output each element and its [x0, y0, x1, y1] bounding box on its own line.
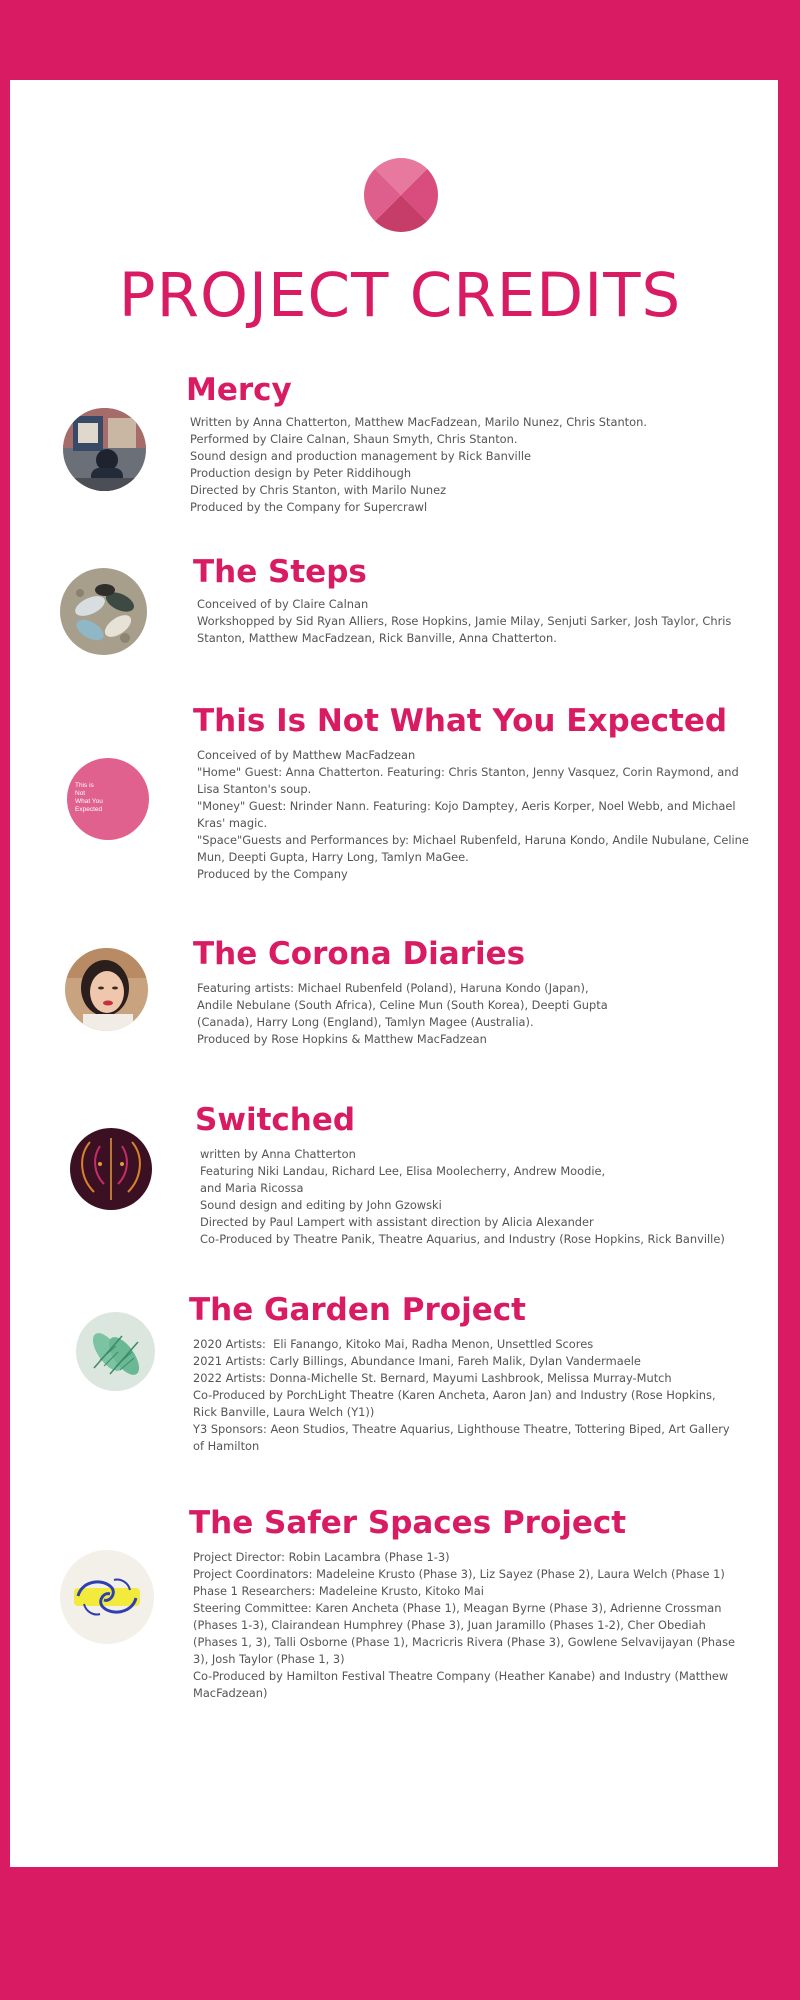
credit-line: Performed by Claire Calnan, Shaun Smyth, Chris Stanton.: [190, 432, 518, 446]
section-title-mercy: Mercy: [186, 372, 292, 408]
section-title-corona: The Corona Diaries: [193, 936, 526, 972]
credit-line: Sound design and production management by Rick Banville: [190, 449, 532, 463]
credit-line: Featuring Niki Landau, Richard Lee, Elisa Moolecherry, Andrew Moodie,: [200, 1164, 606, 1178]
credit-line: Project Coordinators: Madeleine Krusto (Phase 3), Liz Sayez (Phase 2), Laura Welch (Phase 1): [193, 1567, 725, 1581]
credit-line: Co-Produced by Theatre Panik, Theatre Aquarius, and Industry (Rose Hopkins, Rick Banville): [200, 1232, 725, 1246]
credit-line: Phase 1 Researchers: Madeleine Krusto, Kitoko Mai: [193, 1584, 484, 1598]
credit-line: Production design by Peter Riddihough: [190, 466, 412, 480]
section-credits-safer-spaces: [193, 1549, 753, 1702]
mercy-photo: [63, 408, 146, 491]
credit-line: Directed by Paul Lampert with assistant direction by Alicia Alexander: [200, 1215, 594, 1229]
credit-line: Steering Committee: Karen Ancheta (Phase 1), Meagan Byrne (Phase 3), Adrienne Crossman (Phases 1-3), Clairandean Humphrey (Phase 3), Juan Jaramillo (Phases 1-2), Cher Obediah (Phases 1, 3), Talli Osborne (Phase 1), Macricris Rivera (Phase 3), Gowlene Selvavijayan (Phase 3), Josh Taylor (Phase 1, 3): [193, 1601, 739, 1666]
graphic-caption: This is Not What You Expected: [75, 782, 103, 813]
credit-line: Project Director: Robin Lacambra (Phase 1-3): [193, 1550, 450, 1564]
credit-line: 2021 Artists: Carly Billings, Abundance Imani, Fareh Malik, Dylan Vandermaele: [193, 1354, 641, 1368]
credit-line: "Money" Guest: Nrinder Nann. Featuring: Kojo Damptey, Aeris Korper, Noel Webb, and Michael Kras' magic.: [197, 799, 740, 830]
section-credits-garden: [193, 1336, 733, 1455]
logo-icon: [364, 158, 438, 232]
section-title-switched: Switched: [195, 1102, 356, 1138]
credit-line: and Maria Ricossa: [200, 1181, 304, 1195]
credit-line: Produced by the Company for Supercrawl: [190, 500, 428, 514]
credit-line: Produced by Rose Hopkins & Matthew MacFadzean: [197, 1032, 487, 1046]
corona-portrait: [65, 948, 148, 1031]
credit-line: Workshopped by Sid Ryan Alliers, Rose Hopkins, Jamie Milay, Senjuti Sarker, Josh Taylor, Chris Stanton, Matthew MacFadzean, Rick Banville, Anna Chatterton.: [197, 614, 735, 645]
credit-line: (Canada), Harry Long (England), Tamlyn Magee (Australia).: [197, 1015, 534, 1029]
credit-line: Y3 Sponsors: Aeon Studios, Theatre Aquarius, Lighthouse Theatre, Tottering Biped, Art Gallery of Hamilton: [193, 1422, 734, 1453]
section-credits-steps: [197, 596, 752, 647]
credit-line: 2020 Artists: Eli Fanango, Kitoko Mai, Radha Menon, Unsettled Scores: [193, 1337, 594, 1351]
credit-line: "Home" Guest: Anna Chatterton. Featuring: Chris Stanton, Jenny Vasquez, Corin Raymond, and Lisa Stanton's soup.: [197, 765, 743, 796]
credit-line: "Space"Guests and Performances by: Michael Rubenfeld, Haruna Kondo, Andile Nubulane, Celine Mun, Deepti Gupta, Harry Long, Tamlyn MaGee.: [197, 833, 753, 864]
section-credits-not-expected: [197, 747, 752, 883]
credit-line: Conceived of by Matthew MacFadzean: [197, 748, 416, 762]
credit-line: written by Anna Chatterton: [200, 1147, 356, 1161]
section-title-steps: The Steps: [193, 554, 367, 590]
section-title-garden: The Garden Project: [189, 1292, 526, 1328]
not-expected-graphic: [67, 758, 149, 840]
steps-photo: [60, 568, 147, 655]
section-credits-switched: [200, 1146, 760, 1248]
section-title-not-expected: This Is Not What You Expected: [193, 703, 728, 739]
credit-line: 2022 Artists: Donna-Michelle St. Bernard, Mayumi Lashbrook, Melissa Murray-Mutch: [193, 1371, 672, 1385]
credit-line: Featuring artists: Michael Rubenfeld (Poland), Haruna Kondo (Japan),: [197, 981, 589, 995]
garden-seeds: [76, 1312, 155, 1391]
credit-line: Sound design and editing by John Gzowski: [200, 1198, 442, 1212]
section-title-safer-spaces: The Safer Spaces Project: [189, 1505, 627, 1541]
credit-line: Produced by the Company: [197, 867, 348, 881]
credit-line: Conceived of by Claire Calnan: [197, 597, 369, 611]
credit-line: Directed by Chris Stanton, with Marilo Nunez: [190, 483, 447, 497]
switched-art: [70, 1128, 152, 1210]
hands-icon: [60, 1550, 154, 1644]
section-credits-corona: [197, 980, 752, 1048]
credit-line: Andile Nebulane (South Africa), Celine Mun (South Korea), Deepti Gupta: [197, 998, 608, 1012]
section-credits-mercy: [190, 414, 745, 516]
credit-line: Co-Produced by Hamilton Festival Theatre Company (Heather Kanabe) and Industry (Matthew MacFadzean): [193, 1669, 732, 1700]
page-title: PROJECT CREDITS: [118, 260, 682, 331]
credit-line: Co-Produced by PorchLight Theatre (Karen Ancheta, Aaron Jan) and Industry (Rose Hopkins, Rick Banville, Laura Welch (Y1)): [193, 1388, 720, 1419]
credit-line: Written by Anna Chatterton, Matthew MacFadzean, Marilo Nunez, Chris Stanton.: [190, 415, 647, 429]
